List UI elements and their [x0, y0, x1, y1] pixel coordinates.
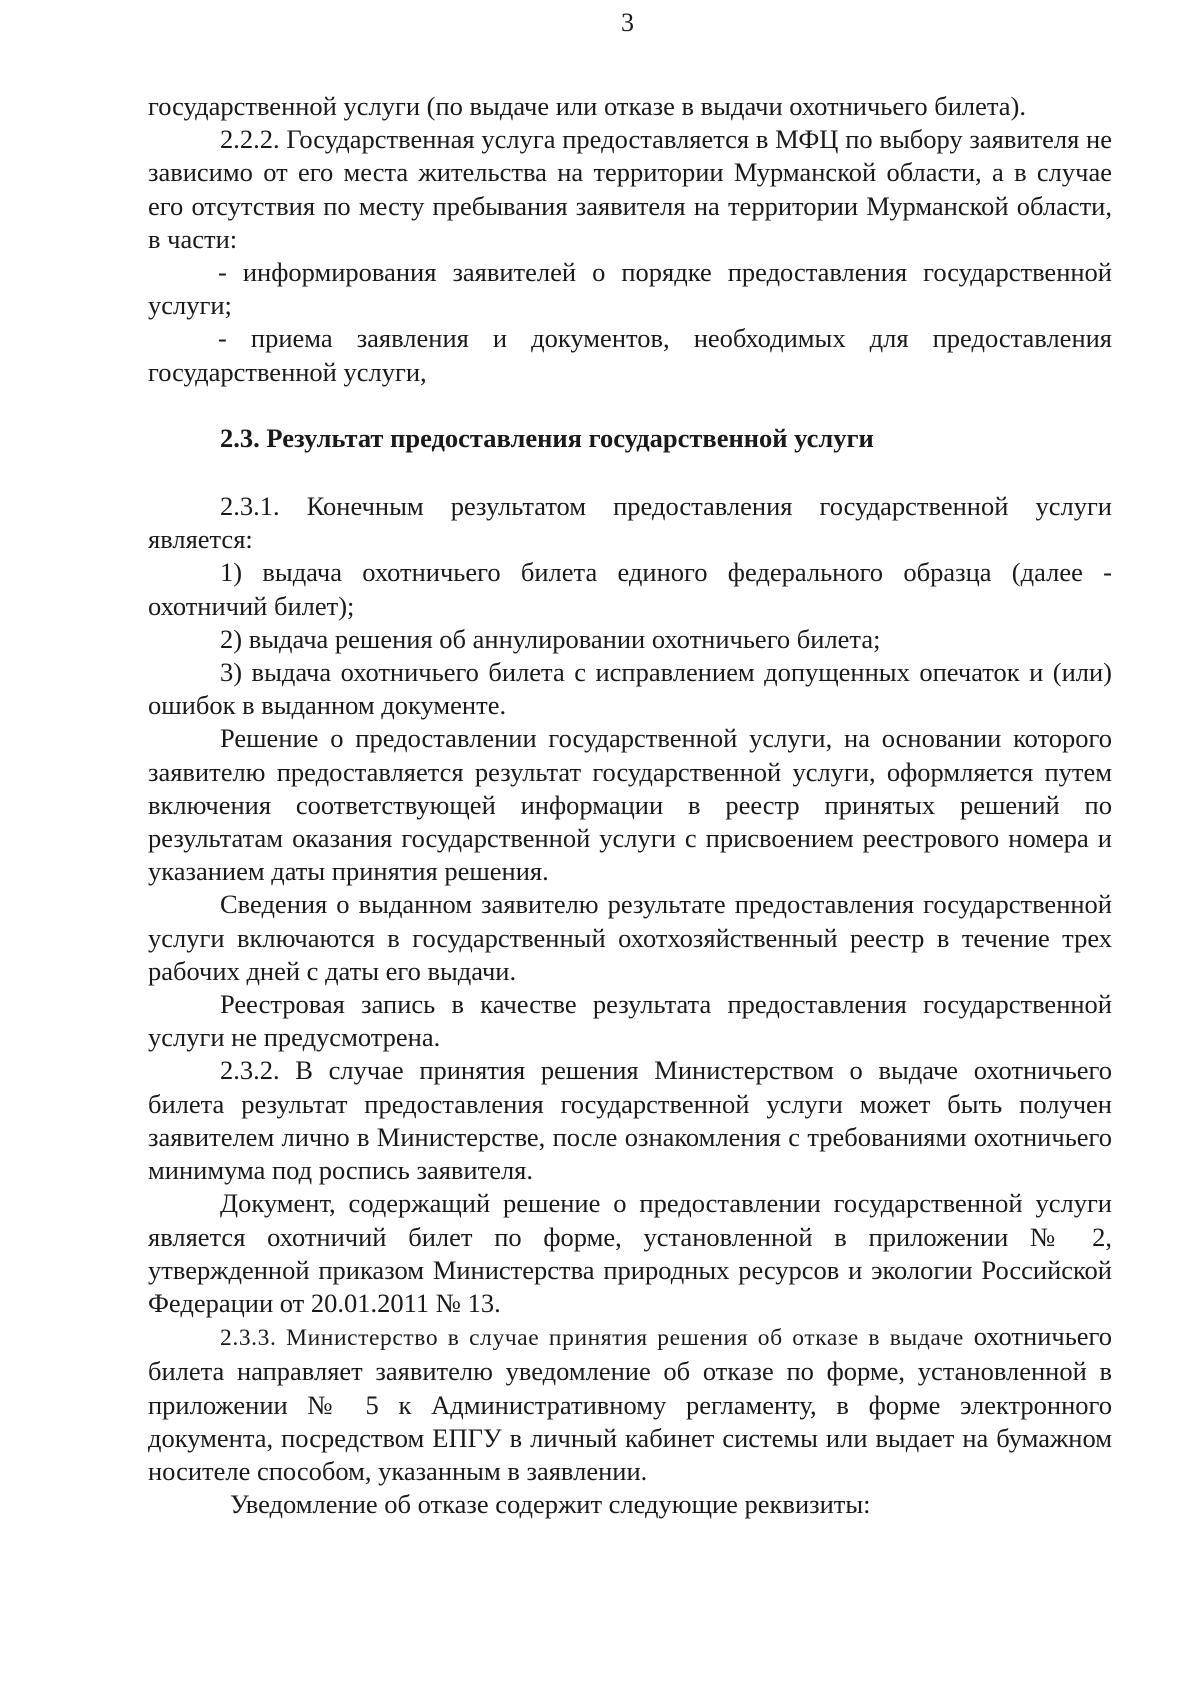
paragraph: Документ, содержащий решение о предоставлении государственной услуги является охотничий билет по форме, установленной в приложении № 2, утвержденной приказом Министерства природных ресурсов и экологии Российской Федерации от 20.01.2011 № 13. [148, 1188, 1112, 1318]
paragraph: государственной услуги (по выдаче или отказе в выдачи охотничьего билета). [148, 91, 1027, 121]
paragraph: 2.2.2. Государственная услуга предоставляется в МФЦ по выбору заявителя не зависимо от его места жительства на территории Мурманской области, а в случае его отсутствия по месту пребывания заявителя на территории Мурманской области, в части: [148, 124, 1112, 254]
list-item: - информирования заявителей о порядке предоставления государственной услуги; [148, 257, 1112, 321]
paragraph: Сведения о выданном заявителю результате предоставления государственной услуги включаются в государственный охотхозяйственный реестр в течение трех рабочих дней с даты его выдачи. [148, 889, 1112, 986]
list-item: - приема заявления и документов, необходимых для предоставления государственной услуги, [148, 323, 1112, 387]
document-body [148, 90, 1112, 1521]
paragraph-lead: 2.3.3. Министерство в случае принятия решения об отказе в выдаче [220, 1325, 964, 1352]
list-item: 3) выдача охотничьего билета с исправлением допущенных опечаток и (или) ошибок в выданном документе. [148, 657, 1112, 721]
paragraph [148, 1320, 1112, 1488]
list-item: 2) выдача решения об аннулировании охотничьего билета; [220, 623, 881, 654]
paragraph-rest: охотничьего билета направляет заявителю уведомление об отказе по форме, установленной в приложении № 5 к Административному регламенту, в форме электронного документа, посредством ЕПГУ в личный кабинет системы или выдает на бумажном носителе способом, указанным в заявлении. [148, 1321, 1113, 1486]
paragraph: 2.3.1. Конечным результатом предоставления государственной услуги является: [148, 491, 1112, 555]
section-heading: 2.3. Результат предоставления государственной услуги [220, 422, 874, 453]
page-number: 3 [621, 8, 634, 37]
paragraph: Уведомление об отказе содержит следующие реквизиты: [230, 1489, 871, 1520]
paragraph: Решение о предоставлении государственной услуги, на основании которого заявителю предоставляется результат государственной услуги, оформляется путем включения соответствующей информации в реестр принятых решений по результатам оказания государственной услуги с присвоением реестрового номера и указанием даты принятия решения. [148, 723, 1112, 887]
paragraph: 2.3.2. В случае принятия решения Министерством о выдаче охотничьего билета результат предоставления государственной услуги может быть получен заявителем лично в Министерстве, после ознакомления с требованиями охотничьего минимума под роспись заявителя. [148, 1055, 1112, 1186]
paragraph: Реестровая запись в качестве результата предоставления государственной услуги не предусмотрена. [148, 989, 1112, 1053]
list-item: 1) выдача охотничьего билета единого федерального образца (далее - охотничий билет); [148, 557, 1112, 621]
